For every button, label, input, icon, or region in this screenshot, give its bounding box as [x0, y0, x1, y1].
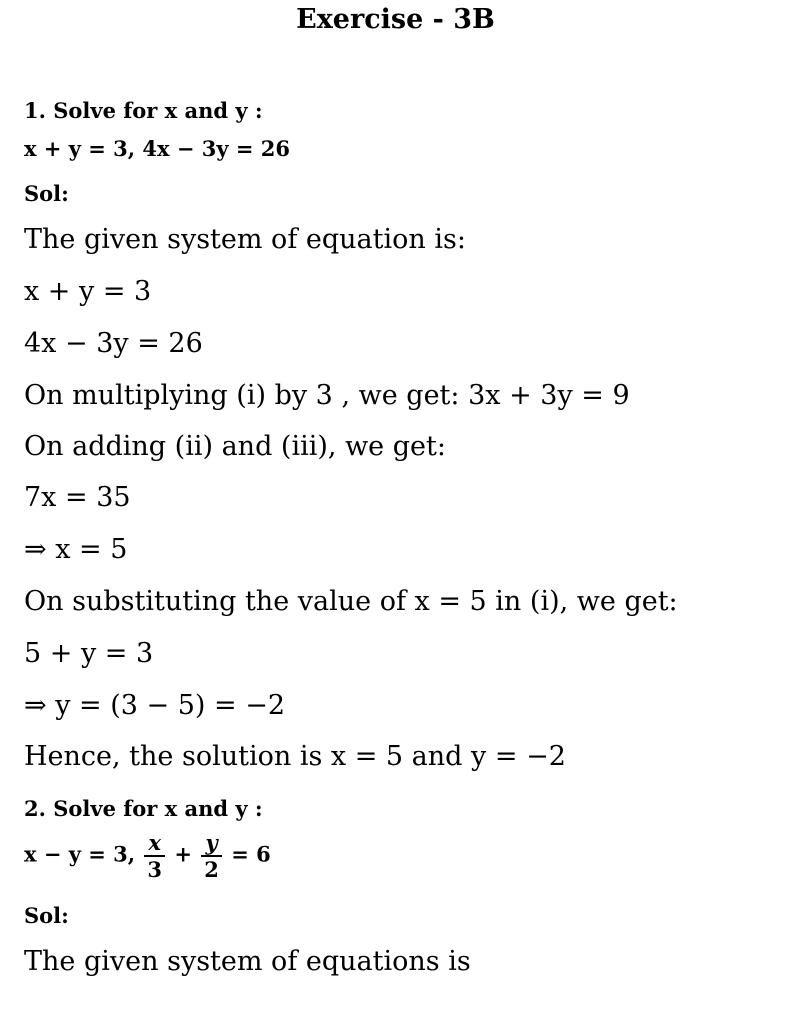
fraction-numerator: x	[144, 832, 165, 857]
page-title: Exercise - 3B	[296, 4, 495, 35]
solution-line: On substituting the value of x = 5 in (i), we get:	[24, 586, 678, 617]
question-2-equation	[24, 832, 271, 880]
solution-line: The given system of equations is	[24, 946, 471, 977]
solution-line: Hence, the solution is x = 5 and y = −2	[24, 741, 566, 772]
solution-line: 5 + y = 3	[24, 638, 154, 669]
question-1-equation: x + y = 3, 4x − 3y = 26	[24, 136, 290, 161]
fraction-numerator: y	[201, 832, 222, 857]
equation-prefix: x − y = 3,	[24, 841, 136, 867]
plus-sign: +	[174, 841, 192, 867]
solution-line: ⇒ y = (3 − 5) = −2	[24, 690, 286, 721]
fraction-denominator: 2	[204, 857, 219, 882]
fraction-y-over-2	[201, 832, 222, 880]
solution-line: x + y = 3	[24, 276, 152, 307]
equation-suffix: = 6	[231, 841, 271, 867]
solution-line: 4x − 3y = 26	[24, 328, 203, 359]
solution-line: On adding (ii) and (iii), we get:	[24, 431, 446, 462]
fraction-x-over-3	[144, 832, 165, 880]
question-2-sol-label: Sol:	[24, 903, 69, 928]
question-2-heading: 2. Solve for x and y :	[24, 796, 263, 821]
solution-line: 7x = 35	[24, 482, 131, 513]
question-1-heading: 1. Solve for x and y :	[24, 98, 263, 123]
question-1-sol-label: Sol:	[24, 181, 69, 206]
fraction-denominator: 3	[147, 857, 163, 882]
solution-line: The given system of equation is:	[24, 224, 466, 255]
solution-line: On multiplying (i) by 3 , we get: 3x + 3y = 9	[24, 380, 630, 411]
solution-line: ⇒ x = 5	[24, 534, 128, 565]
